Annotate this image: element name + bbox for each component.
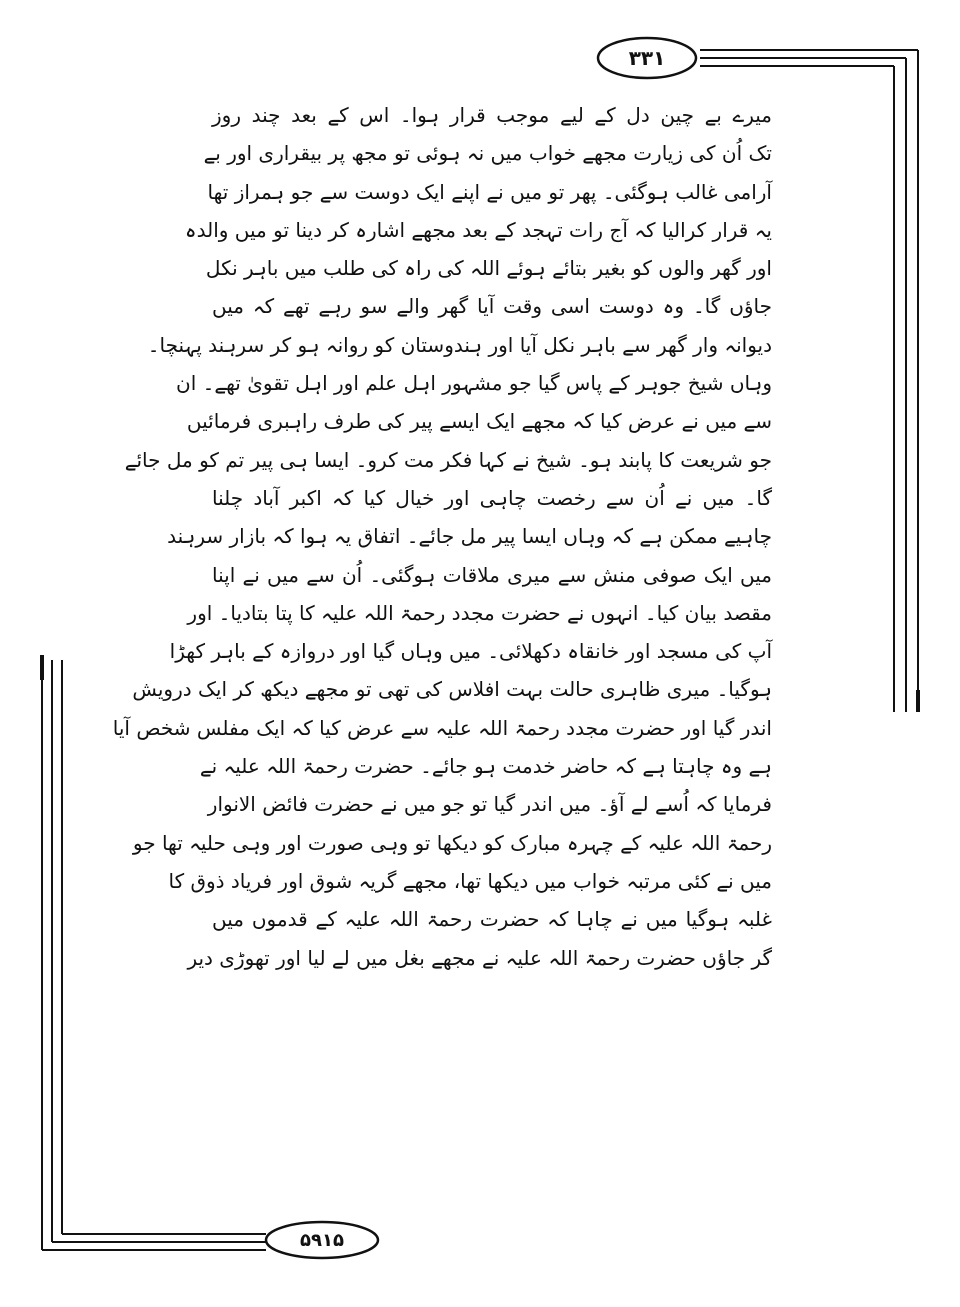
text-line-14: مقصد بیان کیا۔ انہوں نے حضرت مجدد رحمۃ اللہ علیہ کا پتا بتادیا۔ اور — [187, 600, 772, 625]
text-line-7: دیوانہ وار گھر سے باہر نکل آیا اور ہندوستان کو روانہ ہو کر سرہند پہنچا۔ — [147, 332, 772, 357]
text-line-22: غلبہ ہوگیا میں نے چاہا کہ حضرت رحمۃ اللہ علیہ کے قدموں میں — [212, 907, 772, 932]
body-text — [112, 96, 772, 977]
text-line-17: اندر گیا اور حضرت مجدد رحمۃ اللہ علیہ سے عرض کیا کہ ایک مفلس شخص آیا — [112, 715, 772, 740]
text-line-15: آپ کی مسجد اور خانقاہ دکھلائی۔ میں وہاں گیا اور دروازہ کے باہر کھڑا — [169, 639, 772, 664]
text-line-8: وہاں شیخ جوہر کے پاس گیا جو مشہور اہل علم اور اہل تقویٰ تھے۔ ان — [176, 371, 772, 396]
page-number: ۳۳۱ — [628, 46, 666, 70]
text-line-6: جاؤں گا۔ وہ دوست اسی وقت آیا گھر والے سو رہے تھے کہ میں — [212, 294, 772, 319]
text-line-16: ہوگیا۔ میری ظاہری حالت بہت افلاس کی تھی تو مجھے دیکھ کر ایک درویش — [132, 677, 772, 702]
text-line-18: ہے وہ چاہتا ہے کہ حاضر خدمت ہو جائے۔ حضرت رحمۃ اللہ علیہ نے — [199, 754, 772, 779]
text-line-9: سے میں نے عرض کیا کہ مجھے ایک ایسے پیر کی طرف راہبری فرمائیں — [186, 409, 772, 434]
text-line-12: چاہیے ممکن ہے کہ وہاں ایسا پیر مل جائے۔ اتفاق یہ ہوا کہ بازار سرہند — [167, 524, 772, 549]
text-line-1: میرے بے چین دل کے لیے موجب قرار ہوا۔ اس کے بعد چند روز — [212, 103, 772, 127]
text-line-4: یہ قرار کرالیا کہ آج رات تہجد کے بعد مجھے اشارہ کر دینا تو میں والدہ — [184, 217, 772, 242]
text-line-10: جو شریعت کا پابند ہو۔ شیخ نے کہا فکر مت کرو۔ ایسا ہی پیر تم کو مل جائے — [124, 447, 772, 472]
text-line-3: آرامی غالب ہوگئی۔ پھر تو میں نے اپنے ایک دوست سے جو ہمراز تھا — [207, 179, 772, 204]
text-line-11: گا۔ میں نے اُن سے رخصت چاہی اور خیال کیا کہ اکبر آباد چلنا — [212, 485, 772, 510]
text-line-21: میں نے کئی مرتبہ خواب میں دیکھا تھا، مجھے گریہ شوق اور فریاد ذوق کا — [168, 868, 772, 893]
text-line-5: اور گھر والوں کو بغیر بتائے ہوئے اللہ کی راہ کی طلب میں باہر نکل — [205, 256, 772, 281]
text-line-19: فرمایا کہ اُسے لے آؤ۔ میں اندر گیا تو جو میں نے حضرت فائض الانوار — [207, 792, 772, 817]
footer-code: ۵۹۱۵ — [300, 1229, 344, 1251]
text-line-23: گر جاؤں حضرت رحمۃ اللہ علیہ نے مجھے بغل میں لے لیا اور تھوڑی دیر — [187, 945, 772, 970]
text-line-20: رحمۃ اللہ علیہ کے چہرہ مبارک کو دیکھا تو وہی صورت اور وہی حلیہ تھا جو — [132, 830, 772, 855]
text-line-2: تک اُن کی زیارت مجھے خواب میں نہ ہوئی تو مجھ پر بیقراری اور بے — [203, 141, 772, 166]
text-line-13: میں ایک صوفی منش سے میری ملاقات ہوگئی۔ اُن سے میں نے اپنا — [212, 562, 772, 587]
